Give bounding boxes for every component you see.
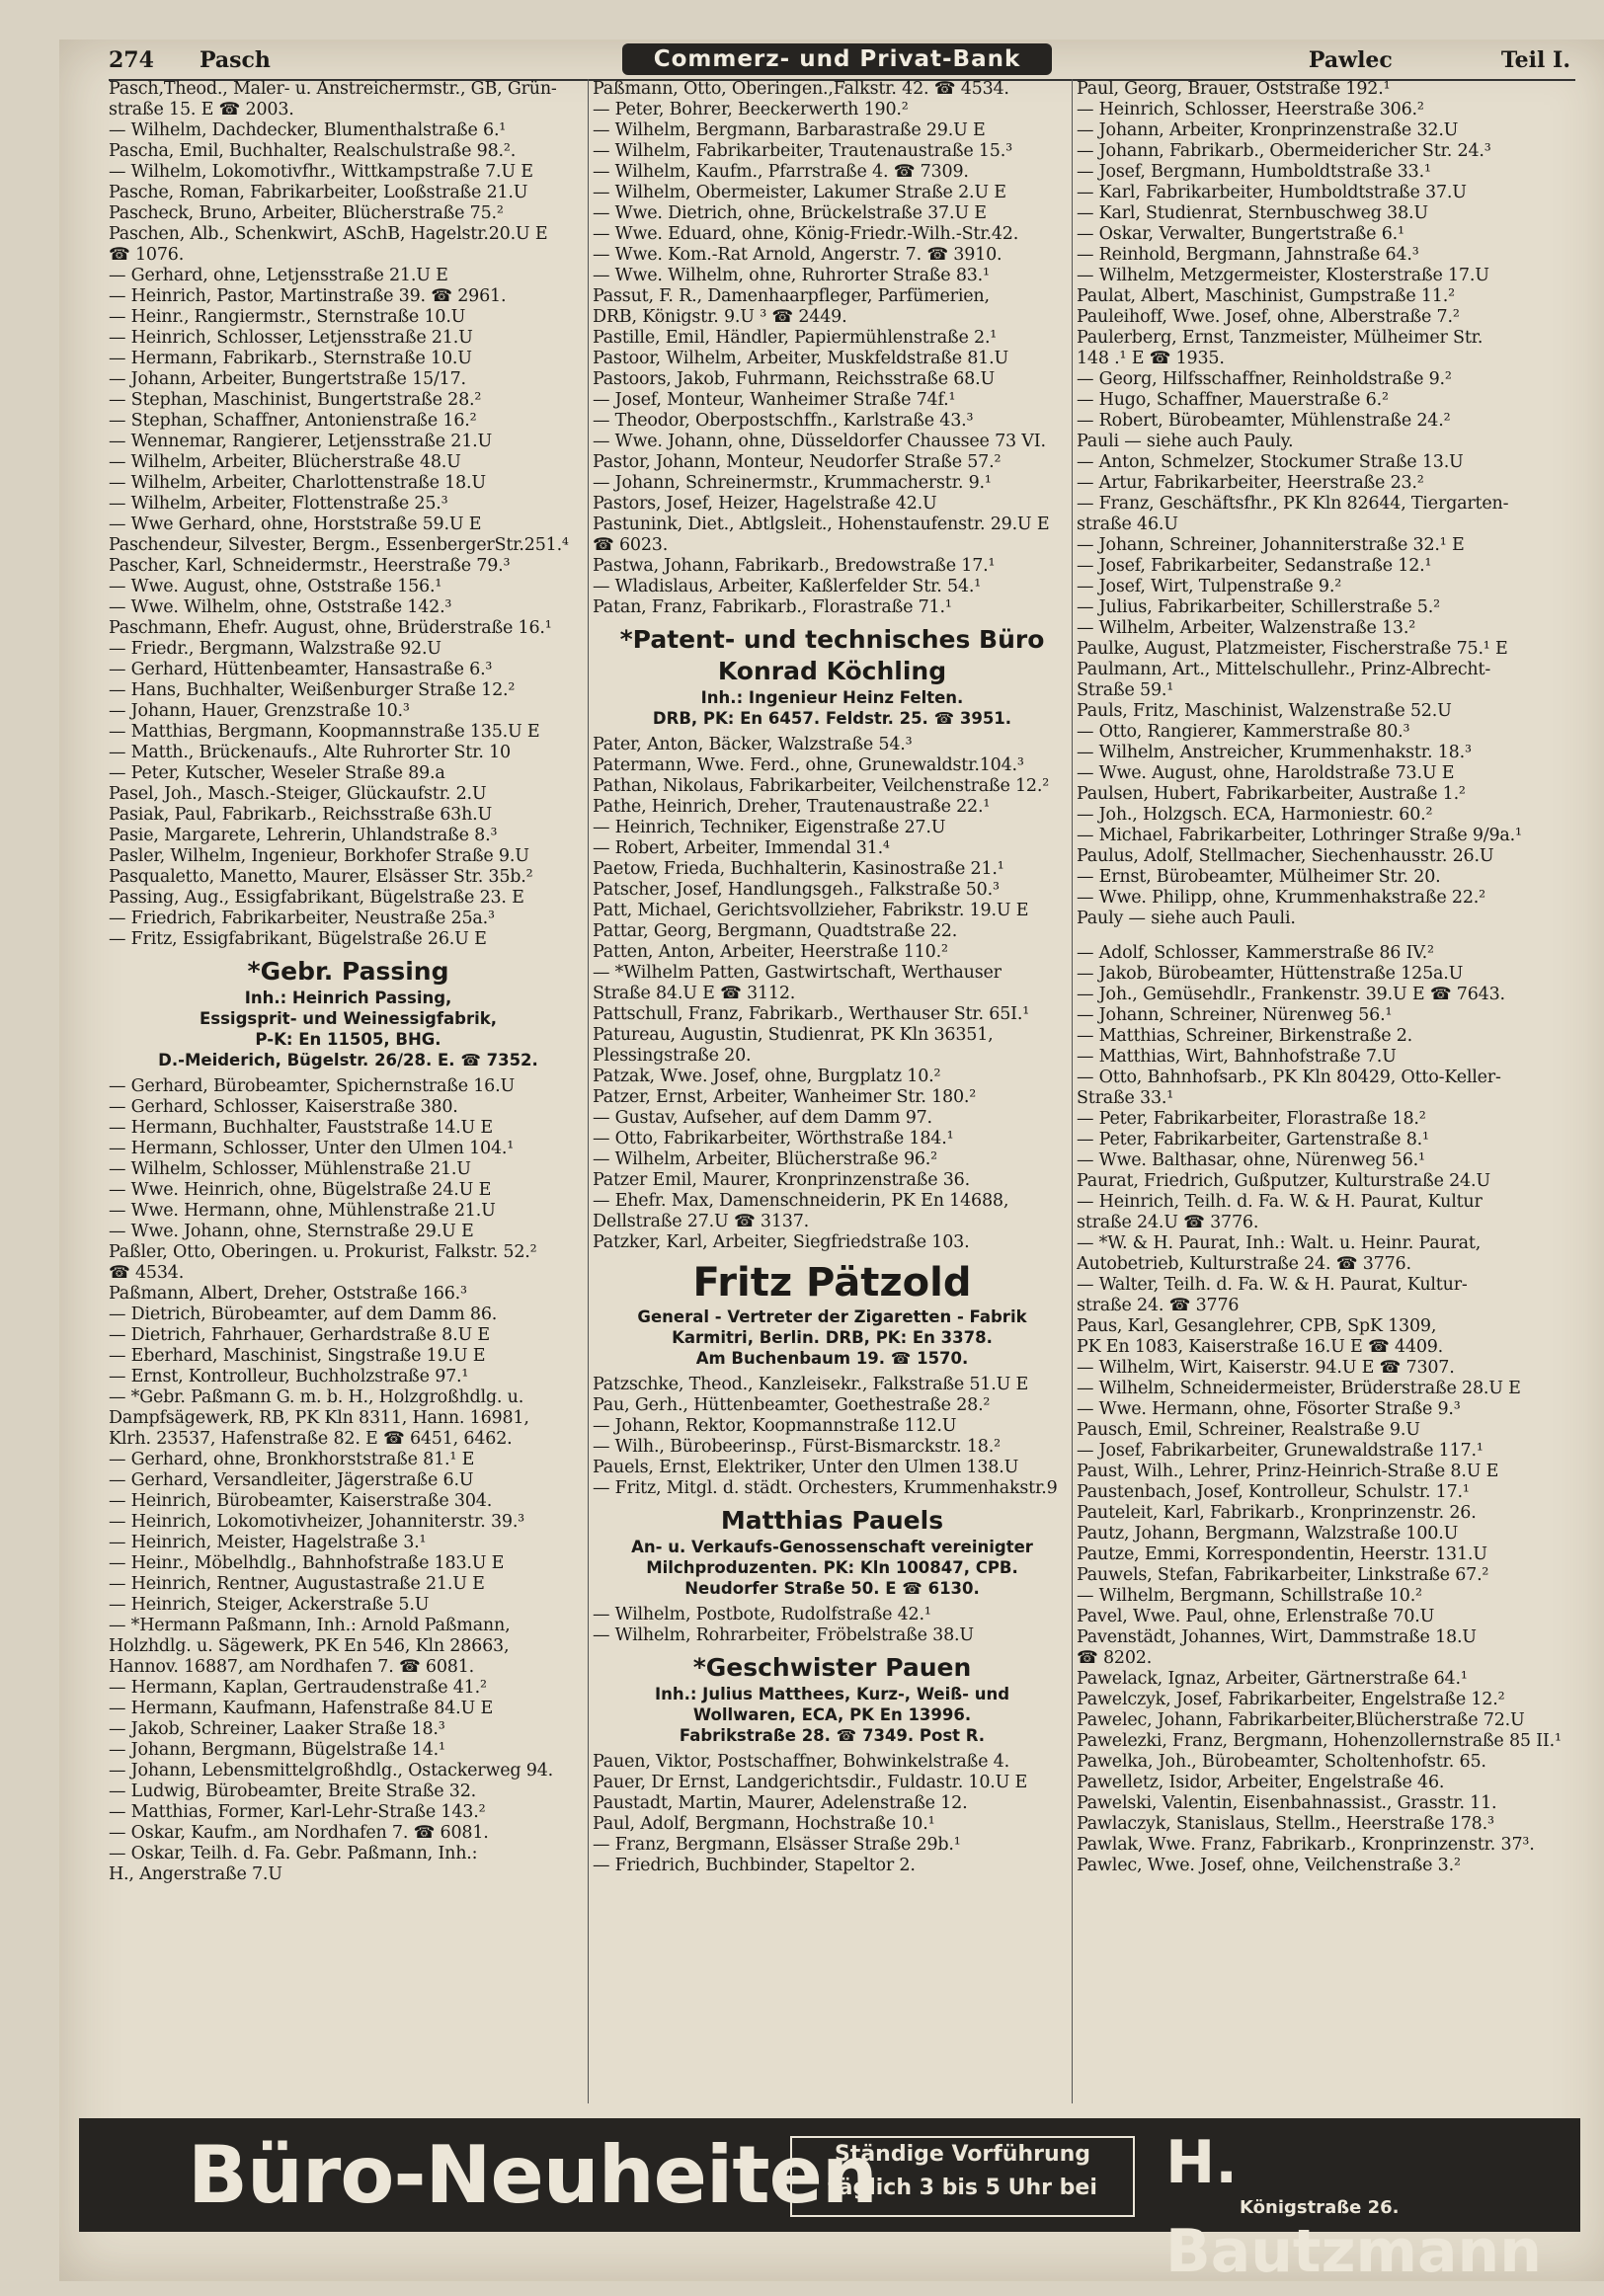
directory-entry: — Matth., Brückenaufs., Alte Ruhrorter Str. 10	[109, 743, 511, 762]
directory-entry: Paschen, Alb., Schenkwirt, ASchB, Hagelstr.20.U E	[109, 224, 548, 244]
directory-entry: — Friedrich, Buchbinder, Stapeltor 2.	[593, 1856, 916, 1875]
directory-entry: — Heinrich, Teilh. d. Fa. W. & H. Paurat, Kultur	[1077, 1192, 1483, 1212]
directory-entry: — Heinrich, Steiger, Ackerstraße 5.U	[109, 1595, 430, 1615]
directory-entry: Paßmann, Otto, Oberingen.,Falkstr. 42. ☎ 4534.	[593, 79, 1009, 99]
directory-entry: Pauen, Viktor, Postschaffner, Bohwinkelstraße 4.	[593, 1752, 1009, 1772]
directory-entry: — Heinr., Rangiermstr., Sternstraße 10.U	[109, 307, 466, 327]
directory-entry: Pauli — siehe auch Pauly.	[1077, 432, 1294, 451]
directory-entry: — Wwe. Johann, ohne, Sternstraße 29.U E	[109, 1222, 474, 1241]
directory-entry: — Hermann, Buchhalter, Fauststraße 14.U E	[109, 1118, 494, 1138]
directory-entry: Pauleihoff, Wwe. Josef, ohne, Alberstraße 7.²	[1077, 307, 1460, 327]
directory-entry: ☎ 8202.	[1077, 1648, 1153, 1668]
directory-entry: — *Hermann Paßmann, Inh.: Arnold Paßmann,	[109, 1616, 511, 1635]
directory-entry: — Oskar, Verwalter, Bungertstraße 6.¹	[1077, 224, 1404, 244]
directory-entry: — Heinrich, Meister, Hagelstraße 3.¹	[109, 1533, 427, 1552]
directory-entry: ☎ 4534.	[109, 1263, 185, 1283]
directory-entry: — Wilhelm, Lokomotivfhr., Wittkampstraße 7.U E	[109, 162, 533, 182]
directory-entry: — *Wilhelm Patten, Gastwirtschaft, Werthauser	[593, 963, 1002, 983]
ad-line: Milchproduzenten. PK: Kln 100847, CPB.	[646, 1558, 1018, 1577]
directory-entry: — Gerhard, Schlosser, Kaiserstraße 380.	[109, 1097, 458, 1117]
directory-entry: Paustenbach, Josef, Kontrolleur, Schulstr. 17.¹	[1077, 1482, 1470, 1502]
directory-entry: — Wilh., Bürobeerinsp., Fürst-Bismarckstr. 18.²	[593, 1437, 1001, 1457]
part-label: Teil I.	[1500, 47, 1570, 73]
directory-entry: Patzak, Wwe. Josef, ohne, Burgplatz 10.²	[593, 1067, 941, 1086]
directory-entry: — Wilhelm, Dachdecker, Blumenthalstraße 6.¹	[109, 120, 507, 140]
directory-entry: Pattschull, Franz, Fabrikarb., Werthauser Str. 65I.¹	[593, 1004, 1030, 1024]
directory-entry: — Robert, Arbeiter, Immendal 31.⁴	[593, 838, 890, 858]
ad-line: Neudorfer Straße 50. E ☎ 6130.	[684, 1579, 980, 1598]
directory-entry: Pastille, Emil, Händler, Papiermühlenstraße 2.¹	[593, 328, 998, 348]
directory-entry: Pasel, Joh., Masch.-Steiger, Glückaufstr. 2.U	[109, 784, 487, 804]
directory-entry: straße 24.U ☎ 3776.	[1077, 1213, 1259, 1232]
ad-line: Inh.: Julius Matthees, Kurz-, Weiß- und	[654, 1685, 1010, 1703]
directory-entry: Pawelka, Joh., Bürobeamter, Scholtenhofstr. 65.	[1077, 1752, 1486, 1772]
directory-entry: Patureau, Augustin, Studienrat, PK Kln 36351,	[593, 1025, 994, 1045]
directory-entry: straße 46.U	[1077, 515, 1178, 534]
directory-entry: — Franz, Geschäftsfhr., PK Kln 82644, Tiergarten-	[1077, 494, 1509, 514]
directory-entry: — Hermann, Kaufmann, Hafenstraße 84.U E	[109, 1699, 494, 1718]
directory-entry: — Friedr., Bergmann, Walzstraße 92.U	[109, 639, 441, 659]
directory-entry: — Ernst, Kontrolleur, Buchholzstraße 97.¹	[109, 1367, 469, 1386]
ad-firm: Konrad Köchling	[717, 657, 947, 685]
column-3	[1077, 79, 1570, 2103]
ad-line: DRB, PK: En 6457. Feldstr. 25. ☎ 3951.	[652, 709, 1012, 728]
directory-entry: Passing, Aug., Essigfabrikant, Bügelstraße 23. E	[109, 888, 524, 908]
directory-entry: — Josef, Monteur, Wanheimer Straße 74f.¹	[593, 390, 956, 410]
directory-entry: Pauwels, Stefan, Fabrikarbeiter, Linkstraße 67.²	[1077, 1565, 1489, 1585]
directory-entry: ☎ 6023.	[593, 535, 669, 555]
directory-entry: — Wilhelm, Arbeiter, Charlottenstraße 18.U	[109, 473, 486, 493]
directory-entry: Klrh. 23537, Hafenstraße 82. E ☎ 6451, 6462.	[109, 1429, 513, 1449]
directory-entry: Pathan, Nikolaus, Fabrikarbeiter, Veilchenstraße 12.²	[593, 776, 1050, 796]
directory-entry: — Matthias, Bergmann, Koopmannstraße 135.U E	[109, 722, 540, 742]
directory-entry: — Hermann, Schlosser, Unter den Ulmen 104.¹	[109, 1139, 515, 1158]
directory-entry: — Wwe Gerhard, ohne, Horststraße 59.U E	[109, 515, 482, 534]
directory-entry: — Wwe. Wilhelm, ohne, Ruhrorter Straße 83.¹	[593, 266, 990, 285]
ad-firm: *Gebr. Passing	[247, 957, 449, 986]
directory-entry: Paschendeur, Silvester, Bergm., EssenbergerStr.251.⁴	[109, 535, 569, 555]
directory-entry: — Stephan, Schaffner, Antonienstraße 16.²	[109, 411, 477, 431]
footer-box-line: täglich 3 bis 5 Uhr bei	[828, 2176, 1097, 2200]
directory-entry: Patan, Franz, Fabrikarb., Florastraße 71.¹	[593, 597, 952, 617]
directory-entry: Pascha, Emil, Buchhalter, Realschulstraße 98.².	[109, 141, 517, 161]
directory-entry: — Wilhelm, Metzgermeister, Klosterstraße 17.U	[1077, 266, 1489, 285]
directory-entry: — Fritz, Essigfabrikant, Bügelstraße 26.U E	[109, 929, 487, 949]
ad-line: Essigsprit- und Weinessigfabrik,	[200, 1009, 497, 1028]
directory-entry: — Hugo, Schaffner, Mauerstraße 6.²	[1077, 390, 1389, 410]
directory-entry: — Ludwig, Bürobeamter, Breite Straße 32.	[109, 1781, 477, 1801]
footer-address: Königstraße 26.	[1240, 2197, 1400, 2218]
directory-entry: Dampfsägewerk, RB, PK Kln 8311, Hann. 16981,	[109, 1408, 529, 1428]
directory-entry: Pawelletz, Isidor, Arbeiter, Engelstraße 46.	[1077, 1773, 1445, 1792]
directory-entry: — Wennemar, Rangierer, Letjensstraße 21.U	[109, 432, 493, 451]
directory-entry: — Wilhelm, Rohrarbeiter, Fröbelstraße 38.U	[593, 1625, 974, 1645]
directory-entry: Paurat, Friedrich, Gußputzer, Kulturstraße 24.U	[1077, 1171, 1490, 1191]
directory-entry: Pawelezki, Franz, Bergmann, Hohenzollernstraße 85 II.¹	[1077, 1731, 1562, 1751]
ad-line: Fabrikstraße 28. ☎ 7349. Post R.	[679, 1726, 986, 1745]
directory-entry: — Hermann, Kaplan, Gertraudenstraße 41.²	[109, 1678, 487, 1698]
directory-entry: Pattar, Georg, Bergmann, Quadtstraße 22.	[593, 921, 958, 941]
directory-entry: Pavel, Wwe. Paul, ohne, Erlenstraße 70.U	[1077, 1607, 1435, 1626]
directory-entry: — Wwe. Balthasar, ohne, Nürenweg 56.¹	[1077, 1150, 1425, 1170]
directory-entry: Pastor, Johann, Monteur, Neudorfer Straße 57.²	[593, 452, 1002, 472]
directory-entry: Paßler, Otto, Oberingen. u. Prokurist, Falkstr. 52.²	[109, 1242, 537, 1262]
footer-advertisement	[79, 2118, 1580, 2286]
directory-entry: — Johann, Schreiner, Johanniterstraße 32.¹ E	[1077, 535, 1465, 555]
header-left-keyword: Pasch	[199, 47, 271, 73]
directory-entry: — Josef, Wirt, Tulpenstraße 9.²	[1077, 577, 1342, 596]
directory-entry: — Eberhard, Maschinist, Singstraße 19.U E	[109, 1346, 486, 1366]
directory-entry: Paulmann, Art., Mittelschullehr., Prinz-Albrecht-	[1077, 660, 1491, 679]
directory-entry: Passut, F. R., Damenhaarpfleger, Parfümerien,	[593, 286, 990, 306]
directory-entry: Pasler, Wilhelm, Ingenieur, Borkhofer Straße 9.U	[109, 846, 529, 866]
directory-entry: Pasie, Margarete, Lehrerin, Uhlandstraße 8.³	[109, 826, 498, 845]
directory-entry: PK En 1083, Kaiserstraße 16.U E ☎ 4409.	[1077, 1337, 1444, 1357]
directory-entry: — Ehefr. Max, Damenschneiderin, PK En 14688,	[593, 1191, 1009, 1211]
directory-entry: Pastunink, Diet., Abtlgsleit., Hohenstaufenstr. 29.U E	[593, 515, 1050, 534]
directory-entry: — Wwe. Eduard, ohne, König-Friedr.-Wilh.-Str.42.	[593, 224, 1019, 244]
directory-entry: — Friedrich, Fabrikarbeiter, Neustraße 25a.³	[109, 909, 495, 928]
directory-entry	[1077, 929, 1570, 943]
directory-entry: Pastwa, Johann, Fabrikarb., Bredowstraße 17.¹	[593, 556, 996, 576]
ad-line: Inh.: Heinrich Passing,	[244, 989, 452, 1007]
directory-entry: Pawlec, Wwe. Josef, ohne, Veilchenstraße 3.²	[1077, 1856, 1461, 1875]
directory-entry: — Gerhard, ohne, Bronkhorststraße 81.¹ E	[109, 1450, 475, 1469]
directory-entry: — Wladislaus, Arbeiter, Kaßlerfelder Str. 54.¹	[593, 577, 982, 596]
directory-entry: Pawlak, Wwe. Franz, Fabrikarb., Kronprinzenstr. 37³.	[1077, 1835, 1535, 1855]
directory-entry: Paetow, Frieda, Buchhalterin, Kasinostraße 21.¹	[593, 859, 1004, 879]
directory-entry: — Karl, Studienrat, Sternbuschweg 38.U	[1077, 203, 1428, 223]
directory-entry: Pausch, Emil, Schreiner, Realstraße 9.U	[1077, 1420, 1420, 1440]
directory-entry: Pau, Gerh., Hüttenbeamter, Goethestraße 28.²	[593, 1395, 991, 1415]
directory-entry: — Dietrich, Fahrhauer, Gerhardstraße 8.U E	[109, 1325, 490, 1345]
directory-entry: Pastors, Josef, Heizer, Hagelstraße 42.U	[593, 494, 937, 514]
directory-entry: — Johann, Arbeiter, Kronprinzenstraße 32.U	[1077, 120, 1459, 140]
directory-entry: — Wwe. Wilhelm, ohne, Oststraße 142.³	[109, 597, 452, 617]
directory-entry: — Wilhelm, Arbeiter, Blücherstraße 96.²	[593, 1149, 937, 1169]
directory-entry: Pasche, Roman, Fabrikarbeiter, Looßstraße 21.U	[109, 183, 528, 202]
directory-entry: — Peter, Kutscher, Weseler Straße 89.a	[109, 763, 445, 783]
directory-entry: Pauer, Dr Ernst, Landgerichtsdir., Fuldastr. 10.U E	[593, 1773, 1028, 1792]
directory-entry: — Theodor, Oberpostschffn., Karlstraße 43.³	[593, 411, 974, 431]
ad-headline: *Patent- und technisches Büro	[619, 625, 1045, 654]
header-right-keyword: Pawlec	[1308, 47, 1393, 73]
directory-entry: Paustadt, Martin, Maurer, Adelenstraße 12.	[593, 1793, 968, 1813]
directory-entry: Hannov. 16887, am Nordhafen 7. ☎ 6081.	[109, 1657, 475, 1677]
directory-entry: Patzer Emil, Maurer, Kronprinzenstraße 36.	[593, 1170, 970, 1190]
directory-entry: — Wilhelm, Bergmann, Schillstraße 10.²	[1077, 1586, 1422, 1606]
directory-entry: Patzker, Karl, Arbeiter, Siegfriedstraße 103.	[593, 1232, 970, 1252]
directory-entry: Pasch,Theod., Maler- u. Anstreichermstr., GB, Grün-	[109, 79, 557, 99]
directory-entry: — Johann, Arbeiter, Bungertstraße 15/17.	[109, 369, 466, 389]
directory-entry: — Wilhelm, Arbeiter, Blücherstraße 48.U	[109, 452, 461, 472]
directory-entry: Pautz, Johann, Bergmann, Walzstraße 100.U	[1077, 1524, 1459, 1544]
directory-entry: Patzschke, Theod., Kanzleisekr., Falkstraße 51.U E	[593, 1375, 1029, 1394]
directory-entry: Pastoors, Jakob, Fuhrmann, Reichsstraße 68.U	[593, 369, 996, 389]
directory-entry: — *Gebr. Paßmann G. m. b. H., Holzgroßhdlg. u.	[109, 1387, 524, 1407]
directory-entry: Paulus, Adolf, Stellmacher, Siechenhausstr. 26.U	[1077, 846, 1494, 866]
directory-entry: Plessingstraße 20.	[593, 1046, 752, 1066]
ad-line: An- u. Verkaufs-Genossenschaft vereinigter	[631, 1538, 1033, 1556]
directory-entry: — Peter, Bohrer, Beeckerwerth 190.²	[593, 100, 909, 119]
directory-entry: Dellstraße 27.U ☎ 3137.	[593, 1212, 810, 1231]
directory-entry: — Gerhard, ohne, Letjensstraße 21.U E	[109, 266, 448, 285]
directory-entry: — Wilhelm, Arbeiter, Flottenstraße 25.³	[109, 494, 448, 514]
directory-entry: — Anton, Schmelzer, Stockumer Straße 13.U	[1077, 452, 1464, 472]
directory-entry: Paus, Karl, Gesanglehrer, CPB, SpK 1309,	[1077, 1316, 1437, 1336]
directory-entry: Pawelczyk, Josef, Fabrikarbeiter, Engelstraße 12.²	[1077, 1690, 1505, 1709]
column-divider	[1072, 79, 1073, 2103]
directory-entry: Patten, Anton, Arbeiter, Heerstraße 110.²	[593, 942, 948, 962]
directory-entry: — Gerhard, Hüttenbeamter, Hansastraße 6.³	[109, 660, 493, 679]
directory-entry: — Johann, Hauer, Grenzstraße 10.³	[109, 701, 410, 721]
directory-entry: — Fritz, Mitgl. d. städt. Orchesters, Krummenhakstr.9	[593, 1478, 1058, 1498]
directory-entry: — Walter, Teilh. d. Fa. W. & H. Paurat, Kultur-	[1077, 1275, 1468, 1295]
directory-entry: Pasiak, Paul, Fabrikarb., Reichsstraße 63h.U	[109, 805, 493, 825]
ad-line: General - Vertreter der Zigaretten - Fabrik	[637, 1307, 1027, 1326]
directory-entry: — Joh., Gemüsehdlr., Frankenstr. 39.U E ☎ 7643.	[1077, 985, 1505, 1004]
directory-entry: — Wilhelm, Kaufm., Pfarrstraße 4. ☎ 7309.	[593, 162, 969, 182]
directory-entry: — Johann, Bergmann, Bügelstraße 14.¹	[109, 1740, 445, 1760]
directory-entry: — Wwe. Kom.-Rat Arnold, Angerstr. 7. ☎ 3910.	[593, 245, 1002, 265]
directory-entry: — Josef, Fabrikarbeiter, Sedanstraße 12.¹	[1077, 556, 1432, 576]
directory-entry: Pathe, Heinrich, Dreher, Trautenaustraße 22.¹	[593, 797, 991, 817]
directory-entry: Straße 59.¹	[1077, 680, 1174, 700]
directory-entry: — Johann, Rektor, Koopmannstraße 112.U	[593, 1416, 957, 1436]
directory-entry: Straße 33.¹	[1077, 1088, 1174, 1108]
directory-entry: Paulerberg, Ernst, Tanzmeister, Mülheimer Str.	[1077, 328, 1484, 348]
directory-entry: ☎ 1076.	[109, 245, 185, 265]
directory-entry: — Karl, Fabrikarbeiter, Humboldtstraße 37.U	[1077, 183, 1467, 202]
directory-entry: — Reinhold, Bergmann, Jahnstraße 64.³	[1077, 245, 1419, 265]
directory-entry: Paul, Adolf, Bergmann, Hochstraße 10.¹	[593, 1814, 935, 1834]
page-header	[109, 43, 1570, 77]
directory-entry: Pascheck, Bruno, Arbeiter, Blücherstraße 75.²	[109, 203, 504, 223]
ad-paetzold	[593, 1259, 1072, 1369]
column-2	[593, 79, 1072, 2103]
directory-entry: — Wilhelm, Bergmann, Barbarastraße 29.U E	[593, 120, 986, 140]
directory-entry: Paust, Wilh., Lehrer, Prinz-Heinrich-Straße 8.U E	[1077, 1462, 1499, 1481]
ad-line: D.-Meiderich, Bügelstr. 26/28. E. ☎ 7352.	[158, 1051, 538, 1069]
directory-entry: Straße 84.U E ☎ 3112.	[593, 984, 796, 1003]
directory-entry: — Josef, Fabrikarbeiter, Grunewaldstraße 117.¹	[1077, 1441, 1484, 1461]
ad-line: Inh.: Ingenieur Heinz Felten.	[700, 688, 964, 707]
directory-entry: — Wwe. Heinrich, ohne, Bügelstraße 24.U E	[109, 1180, 492, 1200]
directory-entry: Pauteleit, Karl, Fabrikarb., Kronprinzenstr. 26.	[1077, 1503, 1477, 1523]
directory-entry: — Hermann, Fabrikarb., Sternstraße 10.U	[109, 349, 472, 368]
directory-entry: Patzer, Ernst, Arbeiter, Wanheimer Str. 180.²	[593, 1087, 977, 1107]
header-right	[1200, 47, 1570, 73]
ad-passing	[109, 956, 588, 1070]
directory-entry: — Wilhelm, Anstreicher, Krummenhakstr. 18.³	[1077, 743, 1472, 762]
directory-entry: — Josef, Bergmann, Humboldtstraße 33.¹	[1077, 162, 1431, 182]
directory-entry: — Heinrich, Rentner, Augustastraße 21.U E	[109, 1574, 485, 1594]
directory-entry: Pascher, Karl, Schneidermstr., Heerstraße 79.³	[109, 556, 511, 576]
directory-entry: — Wilhelm, Schlosser, Mühlenstraße 21.U	[109, 1159, 471, 1179]
directory-entry: Patt, Michael, Gerichtsvollzieher, Fabrikstr. 19.U E	[593, 901, 1029, 920]
directory-entry: — Heinrich, Bürobeamter, Kaiserstraße 304.	[109, 1491, 493, 1511]
directory-entry: — Peter, Fabrikarbeiter, Florastraße 18.²	[1077, 1109, 1426, 1129]
directory-entry: — Georg, Hilfsschaffner, Reinholdstraße 9.²	[1077, 369, 1452, 389]
directory-entry: — Wwe. Hermann, ohne, Mühlenstraße 21.U	[109, 1201, 496, 1221]
directory-entry: — Dietrich, Bürobeamter, auf dem Damm 86.	[109, 1305, 498, 1324]
directory-entry: Paulke, August, Platzmeister, Fischerstraße 75.¹ E	[1077, 639, 1508, 659]
directory-entry: — Oskar, Kaufm., am Nordhafen 7. ☎ 6081.	[109, 1823, 489, 1843]
directory-entry: — Heinr., Möbelhdlg., Bahnhofstraße 183.U E	[109, 1553, 505, 1573]
directory-entry: — Heinrich, Techniker, Eigenstraße 27.U	[593, 818, 946, 837]
directory-entry: Pavenstädt, Johannes, Wirt, Dammstraße 18.U	[1077, 1627, 1477, 1647]
ad-koechling	[593, 624, 1072, 729]
directory-entry: — Matthias, Wirt, Bahnhofstraße 7.U	[1077, 1047, 1397, 1067]
directory-entry: Paulsen, Hubert, Fabrikarbeiter, Austraße 1.²	[1077, 784, 1466, 804]
ad-line: P-K: En 11505, BHG.	[255, 1030, 441, 1049]
directory-entry: — Wwe. Dietrich, ohne, Brückelstraße 37.U E	[593, 203, 987, 223]
directory-entry: — Johann, Lebensmittelgroßhdlg., Ostackerweg 94.	[109, 1761, 553, 1781]
directory-entry: — Heinrich, Schlosser, Letjensstraße 21.U	[109, 328, 473, 348]
directory-entry: — Adolf, Schlosser, Kammerstraße 86 IV.²	[1077, 943, 1434, 963]
directory-entry: — Otto, Rangierer, Kammerstraße 80.³	[1077, 722, 1410, 742]
directory-entry: Pauly — siehe auch Pauli.	[1077, 909, 1296, 928]
directory-entry: — Wwe. August, ohne, Oststraße 156.¹	[109, 577, 442, 596]
ad-pauels	[593, 1505, 1072, 1599]
directory-entry: — Gerhard, Bürobeamter, Spichernstraße 16.U	[109, 1076, 515, 1096]
directory-entry: — Otto, Bahnhofsarb., PK Kln 80429, Otto-Keller-	[1077, 1068, 1501, 1087]
directory-entry: — Heinrich, Lokomotivheizer, Johanniterstr. 39.³	[109, 1512, 524, 1532]
directory-entry: — Joh., Holzgsch. ECA, Harmoniestr. 60.²	[1077, 805, 1433, 825]
directory-entry: — Heinrich, Schlosser, Heerstraße 306.²	[1077, 100, 1424, 119]
ad-firm: *Geschwister Pauen	[692, 1653, 972, 1682]
directory-entry: — Matthias, Former, Karl-Lehr-Straße 143.²	[109, 1802, 486, 1822]
directory-entry: — Julius, Fabrikarbeiter, Schillerstraße 5.²	[1077, 597, 1440, 617]
bank-banner: Commerz- und Privat-Bank	[622, 43, 1052, 75]
ad-line: Karmitri, Berlin. DRB, PK: En 3378.	[672, 1328, 993, 1347]
directory-entry: — Jakob, Bürobeamter, Hüttenstraße 125a.U	[1077, 964, 1464, 984]
directory-entry: straße 15. E ☎ 2003.	[109, 100, 294, 119]
footer-box-line: Ständige Vorführung	[834, 2142, 1091, 2167]
directory-entry: — Franz, Bergmann, Elsässer Straße 29b.¹	[593, 1835, 961, 1855]
directory-entry: Pautze, Emmi, Korrespondentin, Heerstr. 131.U	[1077, 1544, 1487, 1564]
directory-entry: — *W. & H. Paurat, Inh.: Walt. u. Heinr. Paurat,	[1077, 1233, 1482, 1253]
directory-entry: — Wilhelm, Obermeister, Lakumer Straße 2.U E	[593, 183, 1006, 202]
directory-entry: Paul, Georg, Brauer, Oststraße 192.¹	[1077, 79, 1391, 99]
directory-entry: Holzhdlg. u. Sägewerk, PK En 546, Kln 28663,	[109, 1636, 510, 1656]
directory-entry: Pawelec, Johann, Fabrikarbeiter,Blücherstraße 72.U	[1077, 1710, 1525, 1730]
column-1	[109, 79, 588, 2103]
directory-entry: — Johann, Schreiner, Nürenweg 56.¹	[1077, 1005, 1393, 1025]
directory-entry: — Matthias, Schreiner, Birkenstraße 2.	[1077, 1026, 1413, 1046]
footer-headline: Büro-Neuheiten	[188, 2129, 877, 2221]
directory-entry: — Wwe. Philipp, ohne, Krummenhakstraße 22.²	[1077, 888, 1485, 908]
directory-entry: Paschmann, Ehefr. August, ohne, Brüderstraße 16.¹	[109, 618, 552, 638]
directory-entry: — Johann, Schreinermstr., Krummacherstr. 9.¹	[593, 473, 992, 493]
ad-firm: Fritz Pätzold	[692, 1260, 972, 1306]
directory-entry: Pastoor, Wilhelm, Arbeiter, Muskfeldstraße 81.U	[593, 349, 1009, 368]
directory-entry: DRB, Königstr. 9.U ³ ☎ 2449.	[593, 307, 847, 327]
directory-entry: — Michael, Fabrikarbeiter, Lothringer Straße 9/9a.¹	[1077, 826, 1522, 845]
directory-entry: — Wwe. Johann, ohne, Düsseldorfer Chaussee 73 VI.	[593, 432, 1046, 451]
directory-entry: Pauls, Fritz, Maschinist, Walzenstraße 52.U	[1077, 701, 1452, 721]
directory-entry: — Wilhelm, Arbeiter, Walzenstraße 13.²	[1077, 618, 1416, 638]
directory-entry: Pawelski, Valentin, Eisenbahnassist., Grasstr. 11.	[1077, 1793, 1497, 1813]
directory-entry: H., Angerstraße 7.U	[109, 1864, 282, 1884]
directory-entry: — Johann, Fabrikarb., Obermeidericher Str. 24.³	[1077, 141, 1491, 161]
directory-entry: Pawelack, Ignaz, Arbeiter, Gärtnerstraße 64.¹	[1077, 1669, 1468, 1689]
ad-pauen	[593, 1652, 1072, 1746]
header-left	[109, 47, 316, 73]
ad-line: Am Buchenbaum 19. ☎ 1570.	[695, 1349, 969, 1368]
directory-entry: — Gerhard, Versandleiter, Jägerstraße 6.U	[109, 1470, 474, 1490]
ad-firm: Matthias Pauels	[720, 1506, 944, 1535]
directory-entry: — Artur, Fabrikarbeiter, Heerstraße 23.²	[1077, 473, 1424, 493]
directory-entry: — Wilhelm, Postbote, Rudolfstraße 42.¹	[593, 1605, 931, 1624]
directory-entry: — Robert, Bürobeamter, Mühlenstraße 24.²	[1077, 411, 1451, 431]
directory-entry: Paßmann, Albert, Dreher, Oststraße 166.³	[109, 1284, 467, 1304]
directory-entry: Autobetrieb, Kulturstraße 24. ☎ 3776.	[1077, 1254, 1411, 1274]
directory-entry: — Wwe. Hermann, ohne, Fösorter Straße 9.³	[1077, 1399, 1461, 1419]
directory-entry: straße 24. ☎ 3776	[1077, 1296, 1240, 1315]
directory-entry: — Oskar, Teilh. d. Fa. Gebr. Paßmann, Inh.:	[109, 1844, 478, 1863]
page-number: 274	[109, 47, 154, 73]
directory-entry: — Wilhelm, Wirt, Kaiserstr. 94.U E ☎ 7307.	[1077, 1358, 1455, 1378]
directory-entry: Pawlaczyk, Stanislaus, Stellm., Heerstraße 178.³	[1077, 1814, 1494, 1834]
directory-entry: — Stephan, Maschinist, Bungertstraße 28.²	[109, 390, 482, 410]
directory-entry: Pasqualetto, Manetto, Maurer, Elsässer Str. 35b.²	[109, 867, 533, 887]
directory-entry: — Gustav, Aufseher, auf dem Damm 97.	[593, 1108, 932, 1128]
directory-entry: — Otto, Fabrikarbeiter, Wörthstraße 184.¹	[593, 1129, 954, 1148]
column-divider	[588, 79, 589, 2103]
footer-firm: H. Bautzmann	[1165, 2128, 1542, 2286]
directory-entry: — Wilhelm, Fabrikarbeiter, Trautenaustraße 15.³	[593, 141, 1012, 161]
footer-demo-box	[790, 2136, 1135, 2217]
directory-entry: — Jakob, Schreiner, Laaker Straße 18.³	[109, 1719, 445, 1739]
directory-entry: — Ernst, Bürobeamter, Mülheimer Str. 20.	[1077, 867, 1441, 887]
directory-entry: — Hans, Buchhalter, Weißenburger Straße 12.²	[109, 680, 516, 700]
directory-entry: — Peter, Fabrikarbeiter, Gartenstraße 8.¹	[1077, 1130, 1429, 1149]
directory-entry: Paulat, Albert, Maschinist, Gumpstraße 11.²	[1077, 286, 1455, 306]
directory-entry: 148 .¹ E ☎ 1935.	[1077, 349, 1225, 368]
directory-entry: Patermann, Wwe. Ferd., ohne, Grunewaldstr.104.³	[593, 755, 1024, 775]
ad-line: Wollwaren, ECA, PK En 13996.	[692, 1705, 972, 1724]
directory-entry: — Wilhelm, Schneidermeister, Brüderstraße 28.U E	[1077, 1379, 1521, 1398]
directory-entry: — Wwe. August, ohne, Haroldstraße 73.U E	[1077, 763, 1455, 783]
directory-entry: Pater, Anton, Bäcker, Walzstraße 54.³	[593, 735, 913, 754]
directory-entry: Pauels, Ernst, Elektriker, Unter den Ulmen 138.U	[593, 1458, 1019, 1477]
directory-entry: Patscher, Josef, Handlungsgeh., Falkstraße 50.³	[593, 880, 1000, 900]
directory-entry: — Heinrich, Pastor, Martinstraße 39. ☎ 2961.	[109, 286, 507, 306]
